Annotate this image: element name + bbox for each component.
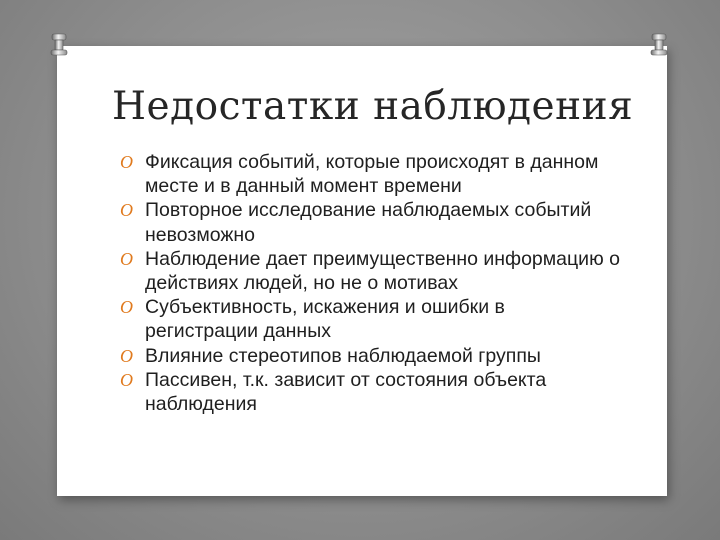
bullet-o-icon: O (120, 369, 133, 390)
bullet-text: Фиксация событий, которые происходят в данном месте и в данный момент времени (145, 151, 599, 198)
bullet-o-icon: O (120, 345, 133, 366)
list-item (120, 344, 620, 368)
bullet-text: Влияние стереотипов наблюдаемой группы (145, 344, 541, 367)
bullet-text: Субъективность, искажения и ошибки в регистрации данных (145, 296, 505, 343)
list-item (120, 368, 620, 416)
bullet-o-icon: O (120, 200, 133, 221)
bullet-o-icon: O (120, 297, 133, 318)
pushpin-right-icon (650, 33, 668, 59)
bullet-o-icon: O (120, 248, 133, 269)
list-item (120, 295, 620, 343)
list-item (120, 247, 620, 295)
list-item (120, 198, 620, 246)
slide-title: Недостатки наблюдения (112, 84, 634, 129)
bullet-text: Наблюдение дает преимущественно информацию о действиях людей, но не о мотивах (145, 247, 620, 295)
bullet-text: Повторное исследование наблюдаемых событий невозможно (145, 199, 592, 246)
bullet-o-icon: O (120, 152, 133, 172)
bullet-list (120, 150, 620, 416)
bullet-text: Пассивен, т.к. зависит от состояния объекта наблюдения (145, 368, 547, 416)
pushpin-left-icon (50, 33, 68, 59)
list-item (120, 150, 620, 198)
